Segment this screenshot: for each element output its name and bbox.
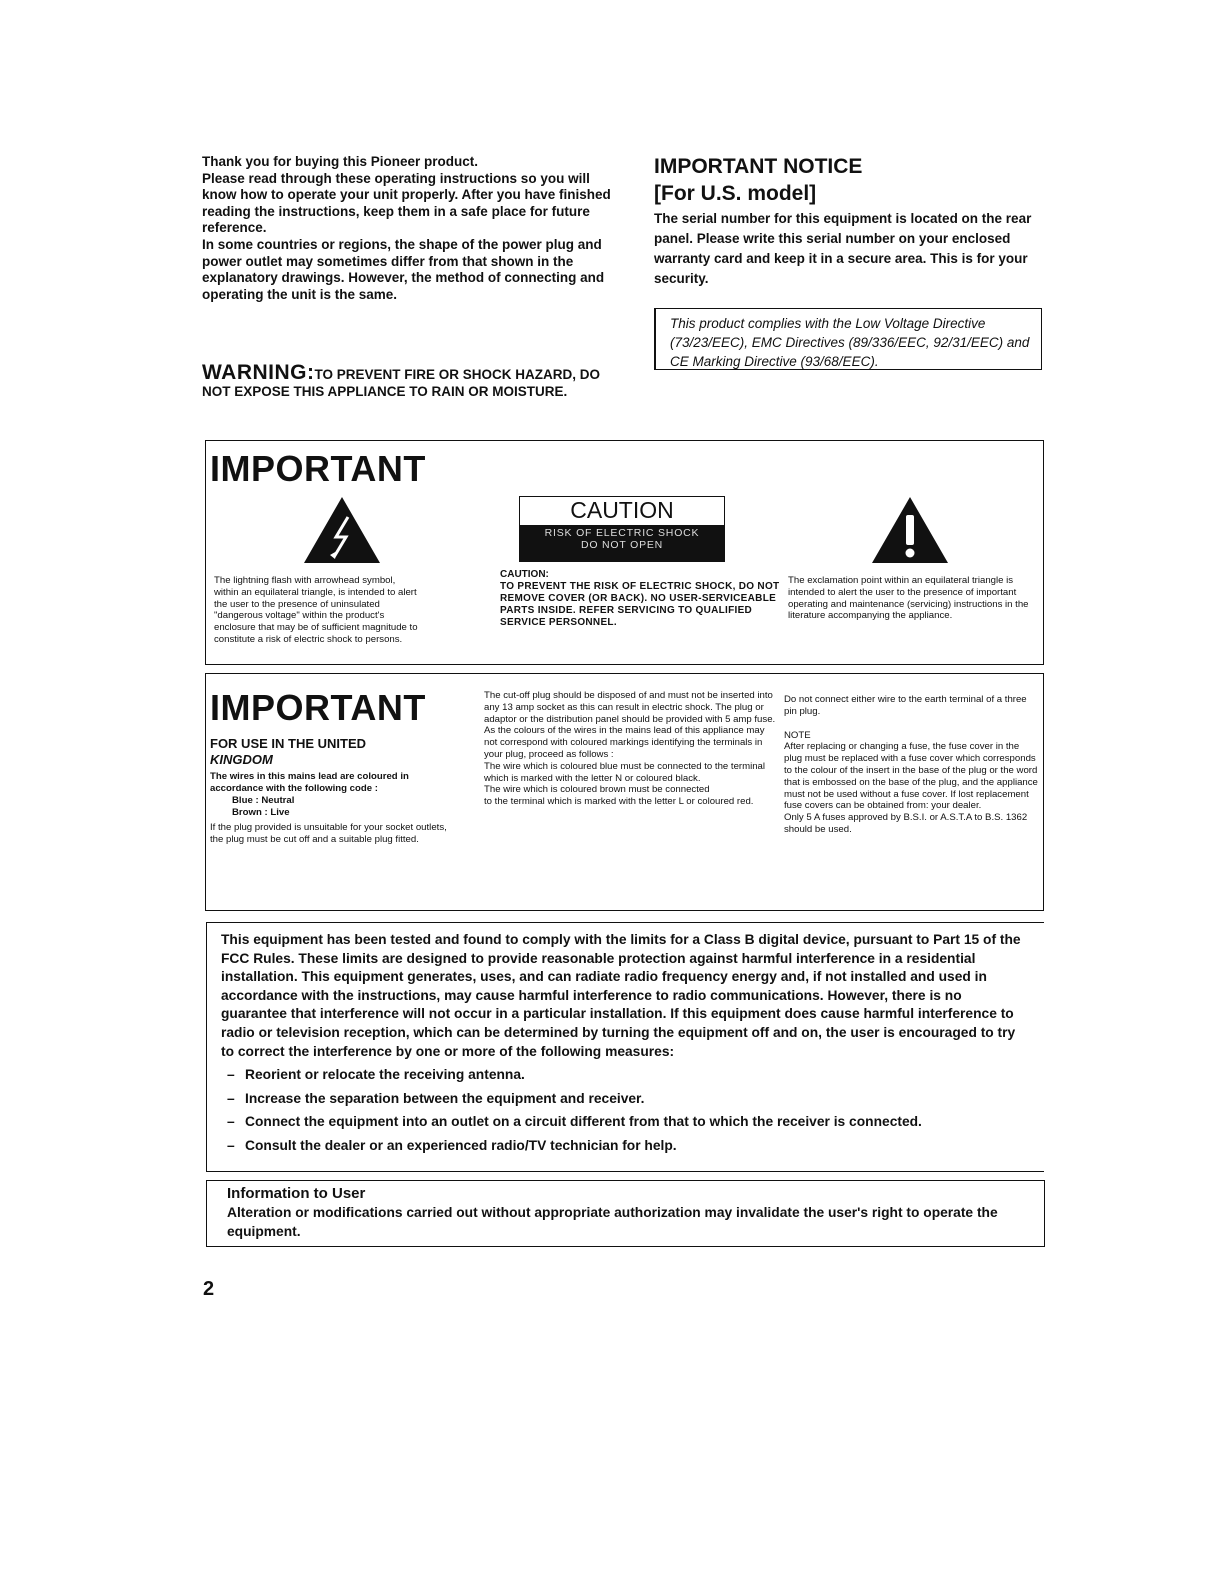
important-uk-heading: IMPORTANT	[210, 687, 426, 728]
important-notice	[654, 153, 1044, 289]
uk-subheading-kingdom: KINGDOM	[210, 752, 273, 767]
fcc-measure-item: – Connect the equipment into an outlet on a circuit different from that to which the receiver is connected.	[245, 1110, 1030, 1134]
caution-title: CAUTION	[520, 497, 724, 523]
wire-code-text: The wires in this mains lead are coloured in accordance with the following code :	[210, 771, 409, 794]
intro-thanks: Thank you for buying this Pioneer product.	[202, 154, 479, 169]
info-text: Alteration or modifications carried out without appropriate authorization may invalidate the user's right to operate the equipment.	[227, 1205, 998, 1239]
important-heading: IMPORTANT	[210, 448, 426, 489]
fcc-compliance-box	[206, 922, 1044, 1172]
wire-blue: Blue : Neutral	[232, 795, 295, 806]
note-label: NOTE	[784, 729, 811, 741]
exclamation-description: The exclamation point within an equilateral triangle is intended to alert the user to the presence of important operating and maintenance (servicing) instructions in the literature accompanying the appliance.	[788, 575, 1029, 622]
unsuitable-plug-text: If the plug provided is unsuitable for your socket outlets, the plug must be cut off and a suitable plug fitted.	[210, 822, 447, 845]
caution-label-box	[519, 496, 725, 562]
warning-section	[202, 361, 614, 400]
caution-open-line: DO NOT OPEN	[580, 538, 664, 551]
information-to-user-box	[206, 1180, 1045, 1247]
uk-right-column	[784, 694, 1038, 836]
fcc-measure-item: – Increase the separation between the equipment and receiver.	[245, 1087, 1030, 1111]
uk-plug-box	[205, 673, 1044, 911]
earth-terminal-text: Do not connect either wire to the earth terminal of a three pin plug.	[784, 694, 1027, 717]
intro-plug-note: In some countries or regions, the shape of the power plug and power outlet may sometimes differ from that shown in the explanatory drawings. However, the method of connecting and operating the unit is the same.	[202, 236, 605, 302]
warning-text: TO PREVENT FIRE OR SHOCK HAZARD, DO NOT EXPOSE THIS APPLIANCE TO RAIN OR MOISTURE.	[202, 367, 601, 399]
cut-off-plug-text: The cut-off plug should be disposed of and must not be inserted into any 13 amp socket as this can result in electric shock. The plug or adaptor or the distribution panel should be provided with 5 amp fuse. As the colours of the wires in the mains lead of this appliance may not correspond with coloured markings identifying the terminals in your plug, proceed as follows :	[484, 690, 776, 760]
caution-risk-line: RISK OF ELECTRIC SHOCK	[544, 527, 700, 539]
page-number: 2	[203, 1278, 215, 1300]
uk-middle-column	[484, 690, 776, 808]
intro-section	[202, 154, 614, 303]
fcc-measures-list	[221, 1063, 1030, 1157]
lightning-triangle-icon	[302, 495, 382, 565]
wire-brown: Brown : Live	[232, 807, 290, 818]
fcc-measure-item: – Consult the dealer or an experienced radio/TV technician for help.	[245, 1134, 1030, 1158]
caution-risk-banner	[520, 525, 724, 561]
fcc-text: This equipment has been tested and found to comply with the limits for a Class B digital device, pursuant to Part 15 of the FCC Rules. These limits are designed to provide reasonable protection against harmful interference in a residential installation. This equipment generates, uses, and can radiate radio frequency energy and, if not installed and used in accordance with the instructions, may cause harmful interference to radio communications. However, there is no guarantee that interference will not occur in a particular installation. If this equipment does cause harmful interference to radio or television reception, which can be determined by turning the equipment off and on, the user is encouraged to try to correct the interference by one or more of the following measures:	[221, 932, 1021, 1059]
fuse-approval-text: Only 5 A fuses approved by B.S.I. or A.S.T.A to B.S. 1362 should be used.	[784, 812, 1028, 835]
note-text: After replacing or changing a fuse, the fuse cover in the plug must be replaced with a fuse cover which corresponds to the colour of the insert in the base of the plug or the word that is embossed on the base of the plug, and the appliance must not be used without a fuse cover. If lost replacement fuse covers can be obtained from: your dealer.	[784, 741, 1038, 812]
info-title: Information to User	[227, 1185, 366, 1202]
notice-body: The serial number for this equipment is located on the rear panel. Please write this serial number on your enclosed warranty card and keep it in a secure area. This is for your security.	[654, 211, 1032, 286]
intro-read-instructions: Please read through these operating instructions so you will know how to operate your unit properly. After you have finished reading the instructions, keep them in a safe place for future reference.	[202, 170, 611, 236]
lvd-compliance-box	[654, 308, 1042, 370]
brown-wire-text: The wire which is coloured brown must be connected	[484, 784, 710, 796]
lightning-description: The lightning flash with arrowhead symbol, within an equilateral triangle, is intended to alert the user to the presence of uninsulated "dangerous voltage" within the product's enclosure that may be of sufficient magnitude to constitute a risk of electric shock to persons.	[214, 575, 418, 645]
caution-label: CAUTION:	[500, 569, 549, 580]
exclamation-triangle-icon	[870, 495, 950, 565]
brown-terminal-text: to the terminal which is marked with the letter L or coloured red.	[484, 796, 754, 808]
lvd-text: This product complies with the Low Voltage Directive (73/23/EEC), EMC Directives (89/336/EEC, 92/31/EEC) and CE Marking Directive (93/68/EEC).	[670, 316, 1030, 369]
notice-subtitle: [For U.S. model]	[654, 182, 817, 205]
notice-title: IMPORTANT NOTICE	[654, 155, 863, 178]
blue-wire-text: The wire which is coloured blue must be connected to the terminal which is marked with the letter N or coloured black.	[484, 760, 766, 784]
fcc-measure-item: – Reorient or relocate the receiving antenna.	[245, 1063, 1030, 1087]
warning-label: WARNING:	[202, 361, 315, 384]
caution-description: TO PREVENT THE RISK OF ELECTRIC SHOCK, DO NOT REMOVE COVER (OR BACK). NO USER-SERVICEABLE PARTS INSIDE. REFER SERVICING TO QUALIFIED SERVICE PERSONNEL.	[500, 581, 780, 628]
uk-subheading: FOR USE IN THE UNITED	[210, 736, 367, 751]
